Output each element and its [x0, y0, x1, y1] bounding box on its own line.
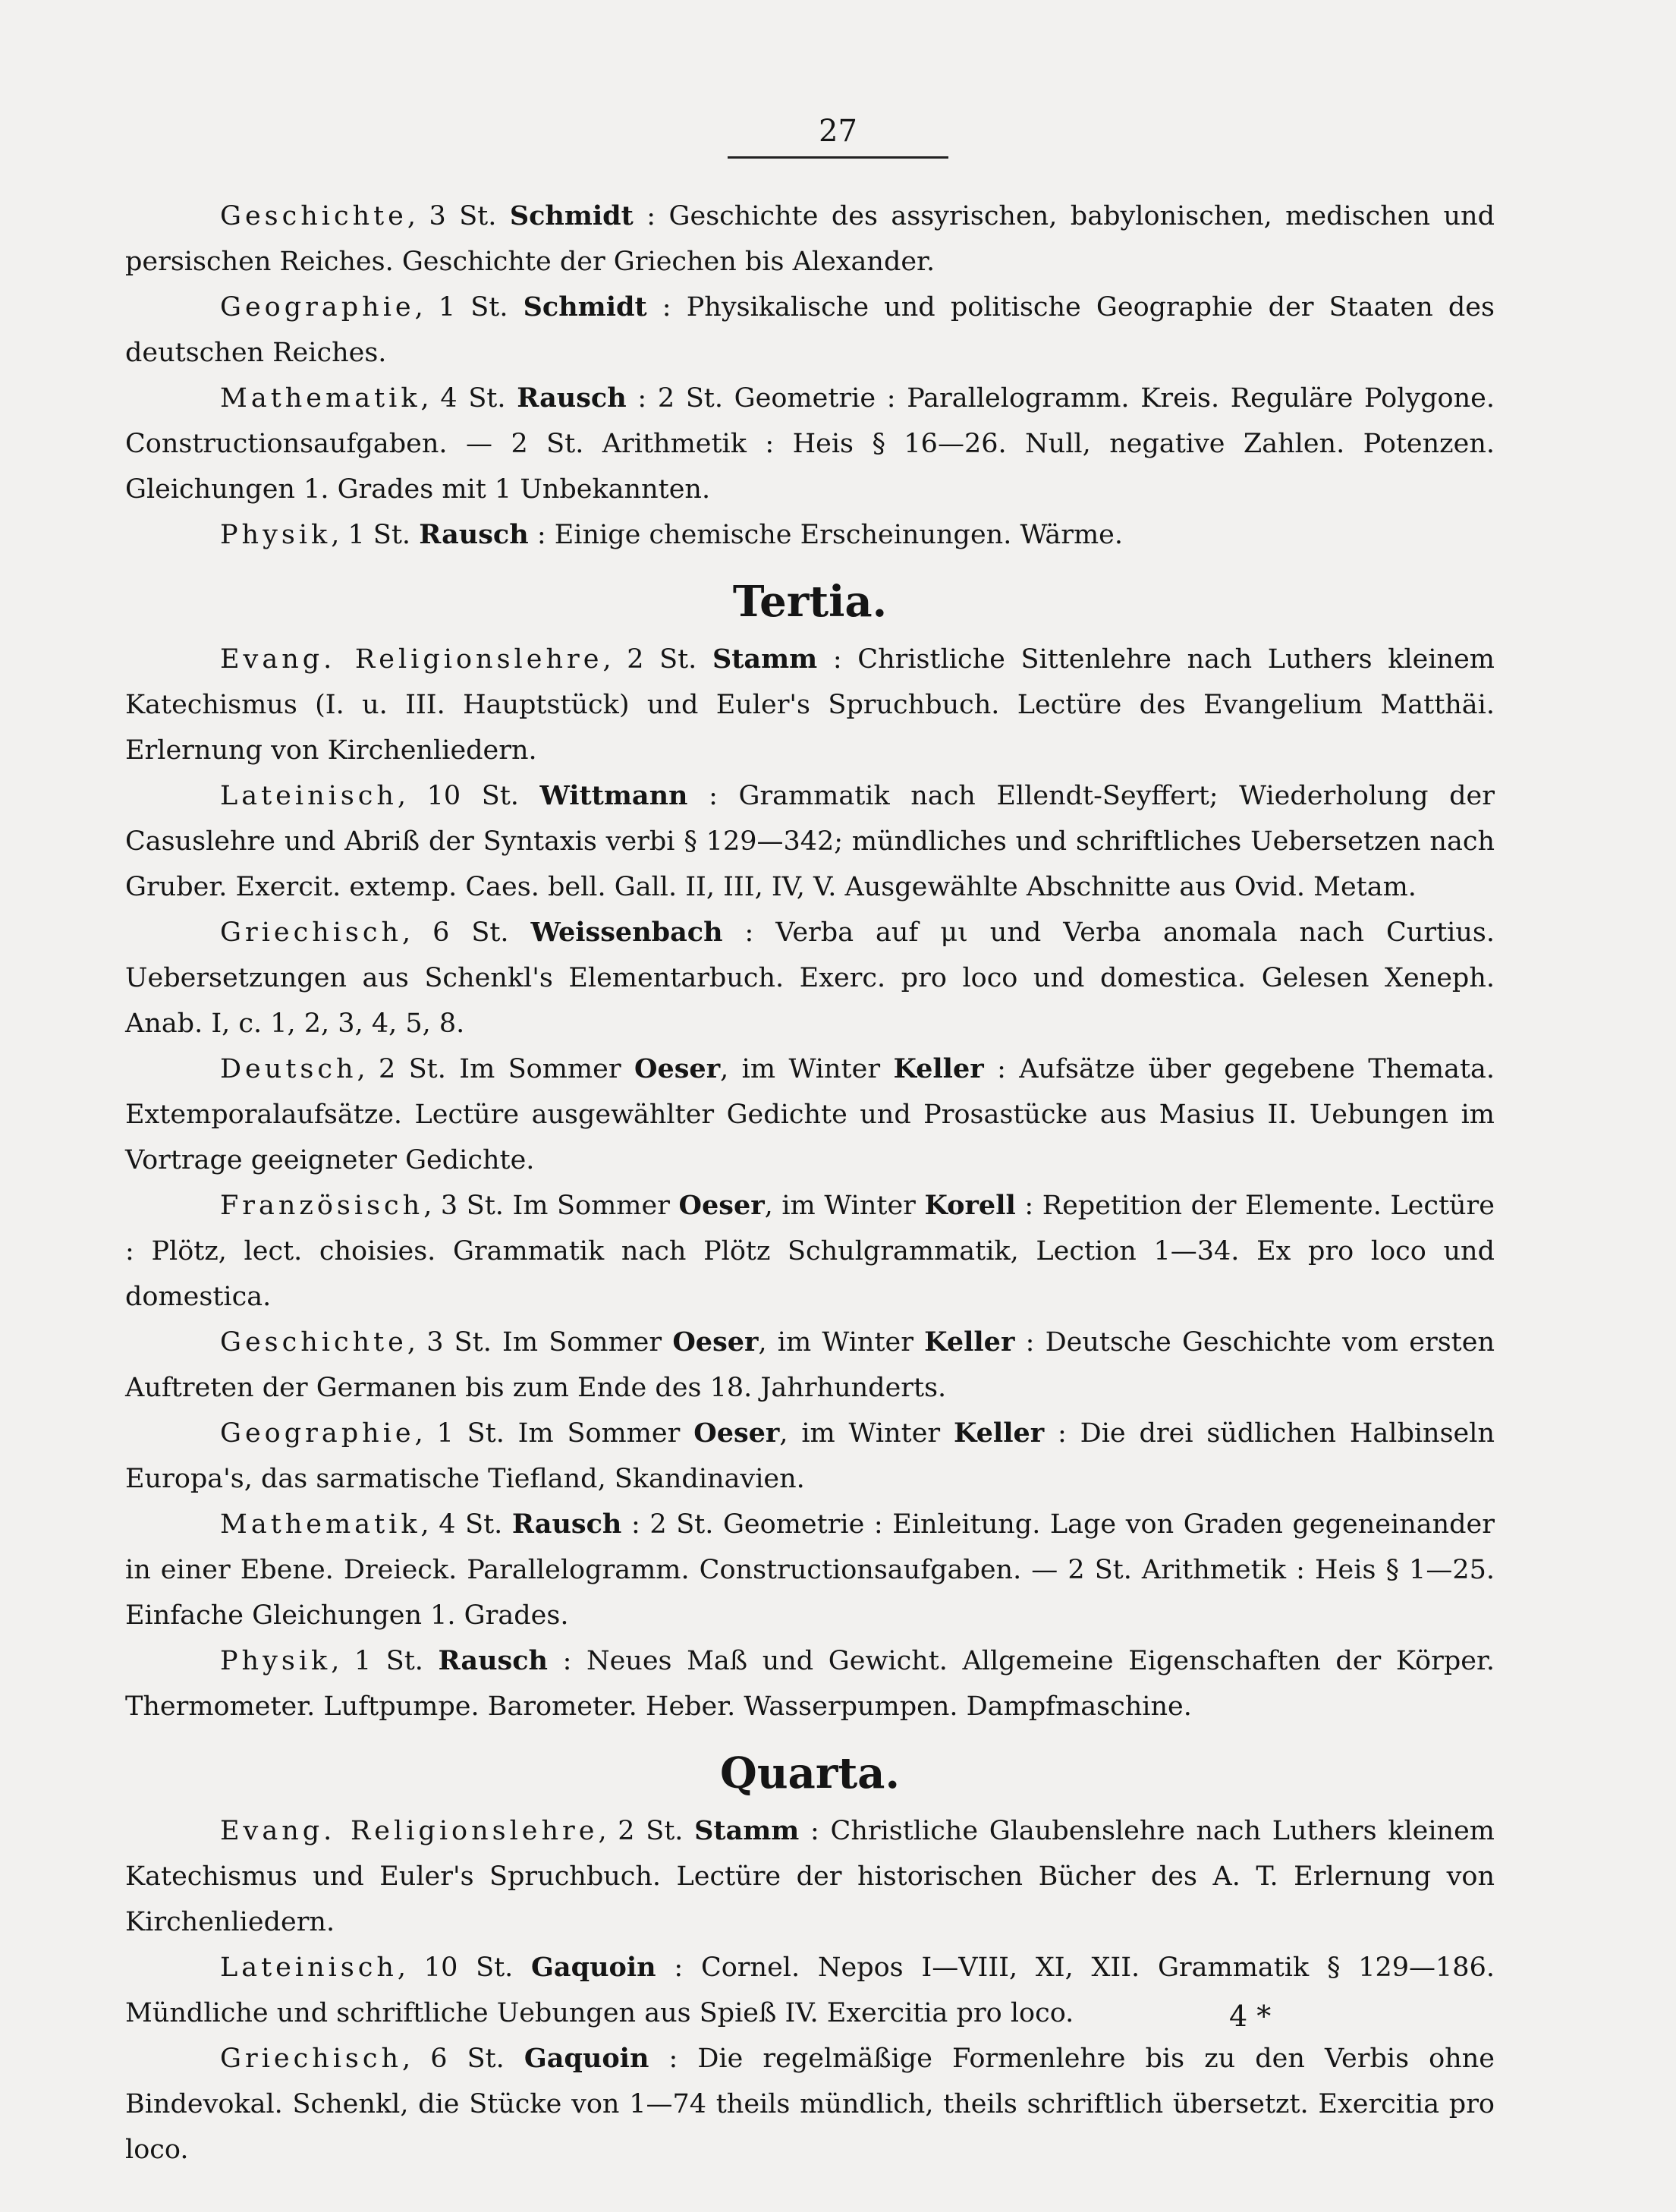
entry-geschichte — [125, 1320, 1495, 1411]
entry-subject: Griechisch — [220, 2044, 403, 2074]
entry-teacher-2: Keller — [924, 1326, 1015, 1358]
page-header — [0, 114, 1676, 159]
entry-subject: Evang. Religionslehre — [220, 1816, 599, 1846]
entry-griechisch — [125, 2036, 1495, 2173]
entry-lateinisch — [125, 773, 1495, 910]
entry-subject: Physik — [220, 1646, 332, 1676]
entry-geschichte — [125, 194, 1495, 285]
entry-mid: , im Winter — [720, 1054, 894, 1084]
entry-teacher: Schmidt — [523, 291, 647, 323]
entry-text: : Geschichte des assyrischen, babylonischen, medischen und persischen Reiches. Geschichte der Griechen bis Alexander. — [125, 201, 1495, 277]
entry-mid: , im Winter — [779, 1418, 954, 1449]
entry-teacher: Rausch — [511, 1509, 622, 1540]
entry-subject: Geschichte — [220, 201, 407, 231]
section-heading-quarta: Quarta. — [720, 1748, 900, 1798]
entry-teacher: Rausch — [517, 382, 627, 414]
entry-teacher: Stamm — [712, 643, 818, 675]
entry-teacher: Wittmann — [539, 780, 688, 811]
entry-mid: , im Winter — [758, 1327, 925, 1358]
entry-teacher: Oeser — [678, 1190, 765, 1221]
entry-mathematik — [125, 1502, 1495, 1638]
entry-hours: , 1 St. — [331, 1646, 423, 1676]
entry-subject: Mathematik — [220, 383, 421, 414]
entry-subject: Griechisch — [220, 917, 403, 948]
entry-teacher-2: Keller — [953, 1418, 1045, 1449]
entry-teacher: Oeser — [634, 1053, 721, 1084]
entry-text: : 2 St. Geometrie : Einleitung. Lage von Graden gegeneinander in einer Ebene. Dreieck. Parallelogramm. Constructionsaufgaben. — 2 St. Arithmetik : Heis § 1—25. Einfache Gleichungen 1. Grades. — [125, 1509, 1495, 1631]
signature-mark: 4 * — [1229, 2000, 1272, 2033]
entry-hours: , 10 St. — [397, 781, 519, 811]
entry-hours: , 3 St. — [407, 1327, 492, 1358]
entry-hours: , 3 St. — [423, 1191, 504, 1221]
entry-teacher: Rausch — [419, 519, 529, 550]
entry-teacher: Oeser — [672, 1326, 759, 1358]
entry-subject: Mathematik — [220, 1509, 421, 1540]
entry-pre: Im Sommer — [445, 1054, 634, 1084]
entry-hours: , 1 St. — [414, 1418, 505, 1449]
entry-text: : Christliche Glaubenslehre nach Luthers kleinem Katechismus und Euler's Spruchbuch. Lectüre der historischen Bücher des A. T. Erlernung von Kirchenliedern. — [125, 1816, 1495, 1937]
entry-subject: Geographie — [220, 292, 415, 323]
entry-text: : Physikalische und politische Geographie der Staaten des deutschen Reiches. — [125, 292, 1495, 368]
entry-text: : Repetition der Elemente. Lectüre : Plötz, lect. choisies. Grammatik nach Plötz Schulgrammatik, Lection 1—34. Ex pro loco und domestica. — [125, 1191, 1495, 1312]
entry-teacher: Gaquoin — [524, 2043, 649, 2074]
entry-text: : Grammatik nach Ellendt-Seyffert; Wiederholung der Casuslehre und Abriß der Syntaxis verbi § 129—342; mündliches und schriftliches Uebersetzen nach Gruber. Exercit. extemp. Caes. bell. Gall. II, III, IV, V. Ausgewählte Abschnitte aus Ovid. Metam. — [125, 781, 1495, 902]
entry-geographie — [125, 285, 1495, 376]
entry-subject: Französisch — [220, 1191, 424, 1221]
entry-hours: , 6 St. — [402, 2044, 505, 2074]
entry-pre: Im Sommer — [503, 1191, 679, 1221]
entry-teacher: Rausch — [438, 1645, 548, 1676]
entry-religionslehre — [125, 1808, 1495, 1945]
entry-hours: , 2 St. — [357, 1054, 446, 1084]
entry-hours: , 4 St. — [420, 1509, 503, 1540]
entry-subject: Lateinisch — [220, 781, 398, 811]
entry-geographie — [125, 1411, 1495, 1502]
entry-text: : Die drei südlichen Halbinseln Europa's, das sarmatische Tiefland, Skandinavien. — [125, 1418, 1495, 1494]
entry-mid: , im Winter — [764, 1191, 925, 1221]
entry-subject: Physik — [220, 520, 332, 550]
entry-teacher: Oeser — [693, 1418, 780, 1449]
entry-hours: , 1 St. — [331, 520, 411, 550]
entry-text: : Einige chemische Erscheinungen. Wärme. — [536, 520, 1124, 550]
entry-teacher-2: Korell — [924, 1190, 1016, 1221]
entry-hours: , 10 St. — [397, 1952, 514, 1983]
entry-pre: Im Sommer — [504, 1418, 694, 1449]
entry-text: : Die regelmäßige Formenlehre bis zu den Verbis ohne Bindevokal. Schenkl, die Stücke von 1—74 theils mündlich, theils schriftlich übersetzt. Exercitia pro loco. — [125, 2044, 1495, 2165]
entry-deutsch — [125, 1046, 1495, 1183]
page-number: 27 — [728, 114, 948, 159]
entry-physik — [125, 512, 1495, 558]
section-heading-tertia: Tertia. — [732, 577, 888, 627]
entry-lateinisch — [125, 1945, 1495, 2036]
page-content — [125, 194, 1495, 2173]
entry-subject: Evang. Religionslehre — [220, 644, 603, 675]
entry-hours: , 2 St. — [602, 644, 697, 675]
entry-hours: , 4 St. — [420, 383, 506, 414]
entry-hours: , 2 St. — [598, 1816, 684, 1846]
entry-religionslehre — [125, 637, 1495, 773]
entry-text: : Aufsätze über gegebene Themata. Extemporalaufsätze. Lectüre ausgewählter Gedichte und Prosastücke aus Masius II. Uebungen im Vortrage geeigneter Gedichte. — [125, 1054, 1495, 1175]
entry-teacher: Stamm — [694, 1815, 800, 1846]
entry-text: : Verba auf μι und Verba anomala nach Curtius. Uebersetzungen aus Schenkl's Elementarbuch. Exerc. pro loco und domestica. Gelesen Xeneph. Anab. I, c. 1, 2, 3, 4, 5, 8. — [125, 917, 1495, 1039]
entry-text: : 2 St. Geometrie : Parallelogramm. Kreis. Reguläre Polygone. Constructionsaufgaben. — 2 St. Arithmetik : Heis § 16—26. Null, negative Zahlen. Potenzen. Gleichungen 1. Grades mit 1 Unbekannten. — [125, 383, 1495, 505]
entry-subject: Geschichte — [220, 1327, 407, 1358]
entry-subject: Deutsch — [220, 1054, 357, 1084]
entry-subject: Lateinisch — [220, 1952, 398, 1983]
entry-text: : Neues Maß und Gewicht. Allgemeine Eigenschaften der Körper. Thermometer. Luftpumpe. Barometer. Heber. Wasserpumpen. Dampfmaschine. — [125, 1646, 1495, 1722]
entry-teacher: Schmidt — [509, 200, 634, 231]
entry-franzoesisch — [125, 1183, 1495, 1320]
entry-text: : Deutsche Geschichte vom ersten Auftreten der Germanen bis zum Ende des 18. Jahrhunderts. — [125, 1327, 1495, 1403]
entry-subject: Geographie — [220, 1418, 415, 1449]
entry-text: : Christliche Sittenlehre nach Luthers kleinem Katechismus (I. u. III. Hauptstück) und Euler's Spruchbuch. Lectüre des Evangelium Matthäi. Erlernung von Kirchenliedern. — [125, 644, 1495, 766]
entry-teacher: Weissenbach — [530, 917, 723, 948]
entry-hours: , 1 St. — [414, 292, 508, 323]
entry-pre: Im Sommer — [491, 1327, 673, 1358]
entry-mathematik — [125, 376, 1495, 512]
entry-teacher-2: Keller — [893, 1053, 984, 1084]
entry-hours: , 3 St. — [407, 201, 497, 231]
entry-text: : Cornel. Nepos I—VIII, XI, XII. Grammatik § 129—186. Mündliche und schriftliche Uebungen aus Spieß IV. Exercitia pro loco. — [125, 1952, 1495, 2028]
entry-griechisch — [125, 910, 1495, 1046]
entry-physik — [125, 1638, 1495, 1729]
entry-hours: , 6 St. — [402, 917, 509, 948]
entry-teacher: Gaquoin — [531, 1952, 656, 1983]
